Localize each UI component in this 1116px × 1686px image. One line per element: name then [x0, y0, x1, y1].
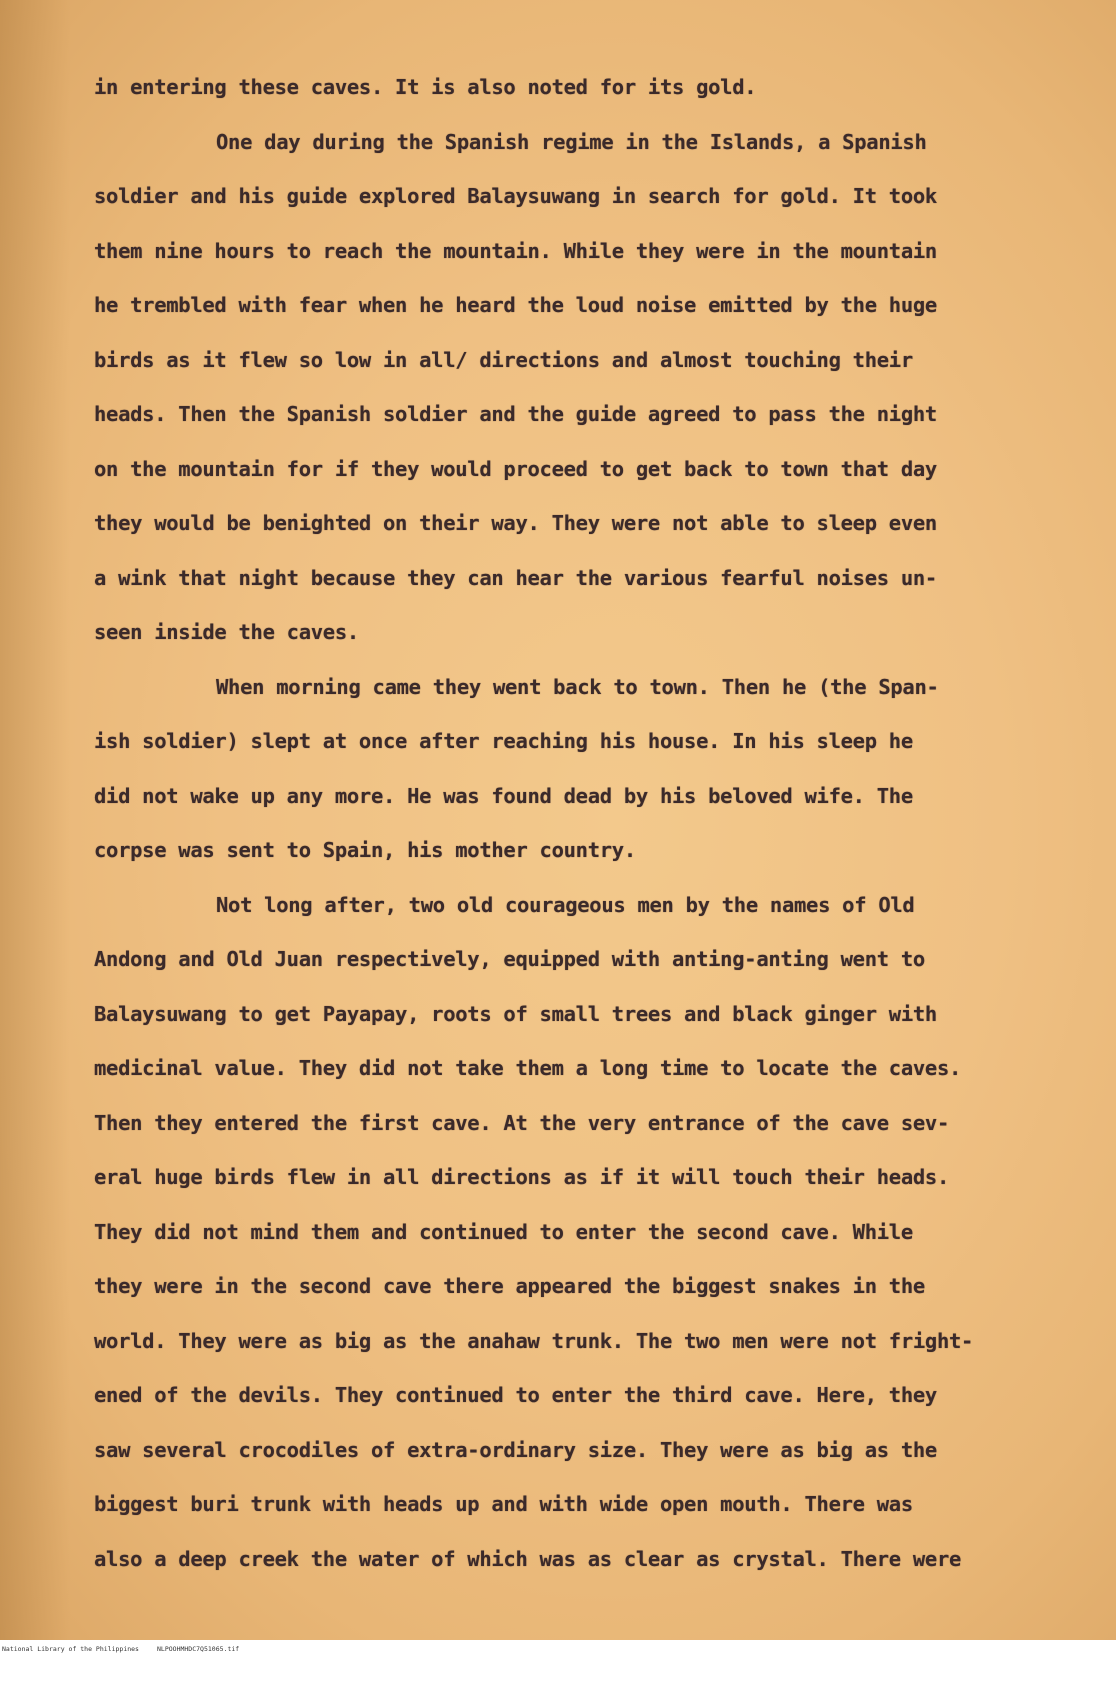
text-line: them nine hours to reach the mountain. While they were in the mountain: [94, 238, 937, 263]
text-line: corpse was sent to Spain, his mother country.: [94, 838, 636, 862]
text-line: they were in the second cave there appeared the biggest snakes in the: [94, 1274, 925, 1298]
paragraph-start-line: Not long after, two old courageous men by the names of Old: [216, 892, 915, 917]
paragraph-start-line: When morning came they went back to town. Then he (the Span-: [216, 674, 939, 699]
text-line: in entering these caves. It is also noted for its gold.: [94, 75, 757, 99]
text-line: heads. Then the Spanish soldier and the guide agreed to pass the night: [94, 402, 937, 426]
text-line: world. They were as big as the anahaw trunk. The two men were not fright-: [94, 1328, 974, 1353]
page-edge-shadow: [0, 0, 70, 1640]
text-line: also a deep creek the water of which was as clear as crystal. There were: [94, 1546, 962, 1571]
text-line: a wink that night because they can hear the various fearful noises un-: [94, 565, 937, 590]
text-line: eral huge birds flew in all directions as if it will touch their heads.: [94, 1165, 949, 1189]
text-line: saw several crocodiles of extra-ordinary size. They were as big as the: [94, 1437, 937, 1462]
text-line: seen inside the caves.: [94, 620, 359, 644]
text-line: Balaysuwang to get Payapay, roots of small trees and black ginger with: [94, 1001, 937, 1026]
paragraph-start-line: One day during the Spanish regime in the Islands, a Spanish: [216, 129, 927, 154]
text-line: did not wake up any more. He was found dead by his beloved wife. The: [94, 783, 913, 808]
text-line: soldier and his guide explored Balaysuwang in search for gold. It took: [94, 184, 937, 208]
text-line: They did not mind them and continued to enter the second cave. While: [94, 1219, 913, 1244]
text-line: ish soldier) slept at once after reaching his house. In his sleep he: [94, 729, 913, 753]
text-line: ened of the devils. They continued to enter the third cave. Here, they: [94, 1383, 937, 1407]
footer-institution: National Library of the Philippines: [2, 1645, 139, 1653]
text-line: he trembled with fear when he heard the loud noise emitted by the huge: [94, 293, 937, 317]
footer-filename: NLPOOHMHDC7Q51065.tif: [157, 1645, 240, 1653]
text-line: birds as it flew so low in all/ directions and almost touching their: [94, 347, 913, 372]
text-line: Then they entered the first cave. At the very entrance of the cave sev-: [94, 1110, 949, 1135]
text-line: Andong and Old Juan respectively, equipped with anting-anting went to: [94, 947, 925, 971]
typewritten-text: [94, 60, 1074, 1586]
text-line: they would be benighted on their way. They were not able to sleep even: [94, 511, 937, 535]
text-line: biggest buri trunk with heads up and with wide open mouth. There was: [94, 1492, 913, 1516]
scan-footer: [0, 1641, 1116, 1658]
text-line: medicinal value. They did not take them a long time to locate the caves.: [94, 1056, 962, 1080]
text-line: on the mountain for if they would proceed to get back to town that day: [94, 456, 937, 481]
